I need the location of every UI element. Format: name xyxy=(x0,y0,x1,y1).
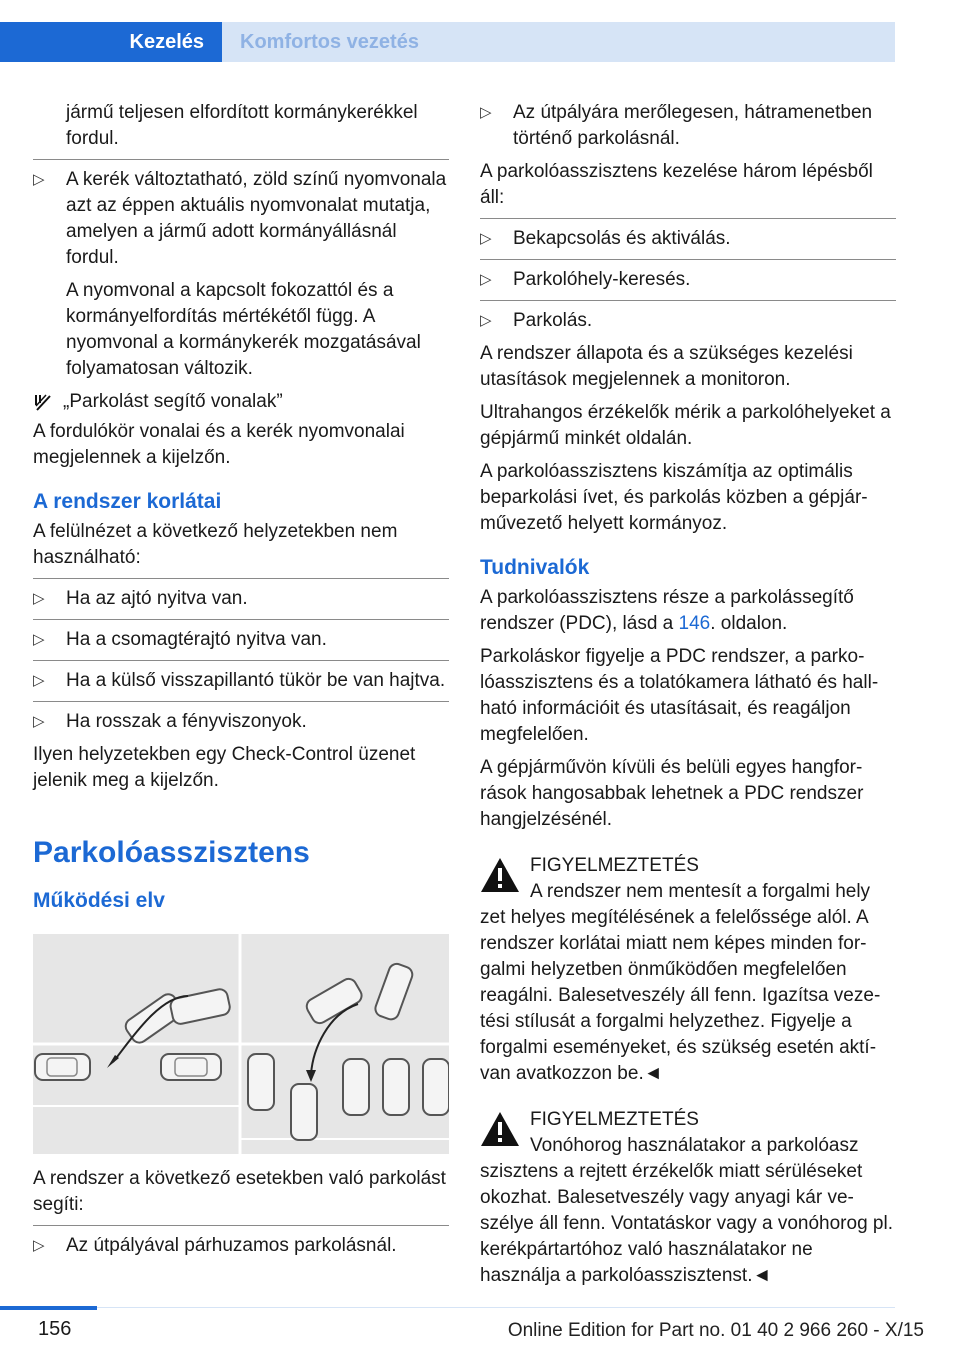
divider xyxy=(480,218,896,219)
page-link[interactable]: 146 xyxy=(678,613,711,634)
bullet-triangle-icon: ▷ xyxy=(480,312,492,329)
page-number: 156 xyxy=(38,1318,72,1340)
warning-first-line: A rendszer nem mentesít a forgalmi hely xyxy=(530,881,871,902)
bullet-triangle-icon: ▷ xyxy=(33,590,45,607)
limits-heading: A rendszer korlátai xyxy=(33,490,222,513)
paragraph-state: A rendszer állapota és a szükséges kezelési utasítások megjelennek a monitoron. xyxy=(480,343,853,390)
footer-accent-bar xyxy=(0,1306,97,1310)
list-item xyxy=(33,167,449,271)
header xyxy=(0,22,895,62)
list-item-text: Ha a külső visszapillantó tükör be van hajtva. xyxy=(66,670,446,691)
note-pdc xyxy=(480,585,896,637)
bullet-triangle-icon: ▷ xyxy=(480,104,492,121)
list-item xyxy=(33,1233,449,1259)
principle-heading: Működési elv xyxy=(33,889,165,912)
list-item-text: Bekapcsolás és aktiválás. xyxy=(513,228,731,249)
parking-illustration xyxy=(33,934,449,1154)
list-item xyxy=(480,226,896,252)
edition-info: Online Edition for Part no. 01 40 2 966 260 - X/15 xyxy=(507,1320,924,1341)
note-sounds: A gépjárművön kívüli és belüli egyes hangforrások hangosabbak lehetnek a PDC rendszer hangjelzésénél. xyxy=(480,757,864,830)
divider xyxy=(33,660,449,661)
bullet-triangle-icon: ▷ xyxy=(33,171,45,188)
limits-outro: Ilyen helyzetekben egy Check-Control üzenet jelenik meg a kijelzőn. xyxy=(33,744,416,791)
help-intro: A rendszer a következő esetekben való parkolást segíti: xyxy=(33,1168,446,1215)
bullet-triangle-icon: ▷ xyxy=(33,672,45,689)
list-item-text: Az útpályára merőlegesen, hátramenetben történő parkolásnál. xyxy=(513,102,873,149)
footer-line xyxy=(97,1307,895,1308)
parking-illustration-svg xyxy=(33,934,449,1154)
right-column xyxy=(480,100,896,1309)
car-icon xyxy=(161,1054,221,1080)
bullet-triangle-icon: ▷ xyxy=(480,230,492,247)
list-item xyxy=(33,627,449,653)
divider xyxy=(480,259,896,260)
warning-title: FIGYELMEZTETÉS xyxy=(530,1109,699,1130)
paragraph-calc: A parkolóasszisztens kiszámítja az optimális beparkolási ívet, és parkolás közben a gépjárművezető helyett kormányoz. xyxy=(480,461,868,534)
note-pdc-text: A parkolóasszisztens része a parkolássegítő rendszer (PDC), lásd a xyxy=(480,587,854,634)
bullet-triangle-icon: ▷ xyxy=(33,1237,45,1254)
bullet-triangle-icon: ▷ xyxy=(33,713,45,730)
divider xyxy=(33,578,449,579)
list-item xyxy=(480,100,896,152)
list-item xyxy=(480,308,896,334)
warning-block xyxy=(480,1107,896,1289)
list-item-text: Parkolás. xyxy=(513,310,593,331)
car-icon xyxy=(423,1059,449,1115)
warning-block xyxy=(480,853,896,1087)
list-item-text: Az útpályával párhuzamos parkolásnál. xyxy=(66,1235,397,1256)
list-item xyxy=(33,668,449,694)
divider xyxy=(33,619,449,620)
bullet-triangle-icon: ▷ xyxy=(480,271,492,288)
limits-intro: A felülnézet a következő helyzetekben nem használható: xyxy=(33,521,398,568)
tab-komfortos-vezetes[interactable]: Komfortos vezetés xyxy=(222,22,895,62)
car-icon xyxy=(383,1059,409,1115)
tab-kezeles[interactable]: Kezelés xyxy=(0,22,222,62)
note-parking: Parkoláskor figyelje a PDC rendszer, a parkolóasszisztens és a tolatókamera látható és hallható információit és utasításait, és reagáljon megfelelően. xyxy=(480,646,879,745)
list-item-text: A kerék változtatható, zöld színű nyomvonala azt az éppen aktuális nyomvonalat mutatja, amelyen a jármű adott kormányállásnál fordul. xyxy=(66,169,447,268)
warning-text: szisztens a rejtett érzékelők miatt sérüléseket okozhat. Balesetveszély vagy anyagi kár veszélye áll fenn. Vontatáskor vagy a vonóhorog pl. kerékpártartóhoz való használatakor ne használja a parkolóasszisztenst.◄ xyxy=(480,1161,893,1286)
turning-circle-text: A fordulókör vonalai és a kerék nyomvonalai megjelennek a kijelzőn. xyxy=(33,421,405,468)
list-item xyxy=(480,267,896,293)
list-item-text: Ha az ajtó nyitva van. xyxy=(66,588,248,609)
steps-intro: A parkolóasszisztens kezelése három lépésből áll: xyxy=(480,161,873,208)
section-title: Parkolóasszisztens xyxy=(33,836,310,869)
list-item-text: Parkolóhely-keresés. xyxy=(513,269,691,290)
list-item xyxy=(33,586,449,612)
warning-icon xyxy=(480,1111,520,1147)
parking-lines-label: „Parkolást segítő vonalak” xyxy=(63,391,283,412)
paragraph-sensors: Ultrahangos érzékelők mérik a parkolóhelyeket a gépjármű minkét oldalán. xyxy=(480,402,891,449)
note-pdc-suffix: . oldalon. xyxy=(710,613,788,634)
list-item-text: Ha rosszak a fényviszonyok. xyxy=(66,711,307,732)
warning-text: zet helyes megítélésének a felelőssége alól. A rendszer korlátai miatt nem képes minden forgalmi helyzetben önműködően megfelelően reagálni. Balesetveszély áll fenn. Igazítsa vezetési stílusát a forgalmi helyzethez. Figyelje a forgalmi eseményeket, és szükség esetén aktívan avatkozzon be.◄ xyxy=(480,907,881,1084)
car-icon xyxy=(343,1059,369,1115)
car-icon xyxy=(291,1084,317,1140)
divider xyxy=(33,159,449,160)
car-icon xyxy=(35,1054,90,1080)
list-item xyxy=(33,709,449,735)
continuation-text: jármű teljesen elfordított kormánykerékkel fordul. xyxy=(66,102,418,149)
notes-heading: Tudnivalók xyxy=(480,556,590,579)
divider xyxy=(480,300,896,301)
left-column xyxy=(33,100,449,1266)
list-item-subtext: A nyomvonal a kapcsolt fokozattól és a kormányelfordítás mértékétől függ. A nyomvonal a kormánykerék mozgatásával folyamatosan változik. xyxy=(66,280,421,379)
warning-icon xyxy=(480,857,520,893)
bullet-triangle-icon: ▷ xyxy=(33,631,45,648)
warning-first-line: Vonóhorog használatakor a parkolóasz xyxy=(530,1135,859,1156)
divider xyxy=(33,1225,449,1226)
parking-lines-option xyxy=(33,389,449,415)
divider xyxy=(33,701,449,702)
warning-title: FIGYELMEZTETÉS xyxy=(530,855,699,876)
car-icon xyxy=(248,1054,274,1110)
list-item-text: Ha a csomagtérajtó nyitva van. xyxy=(66,629,327,650)
parking-lines-icon xyxy=(33,392,53,412)
